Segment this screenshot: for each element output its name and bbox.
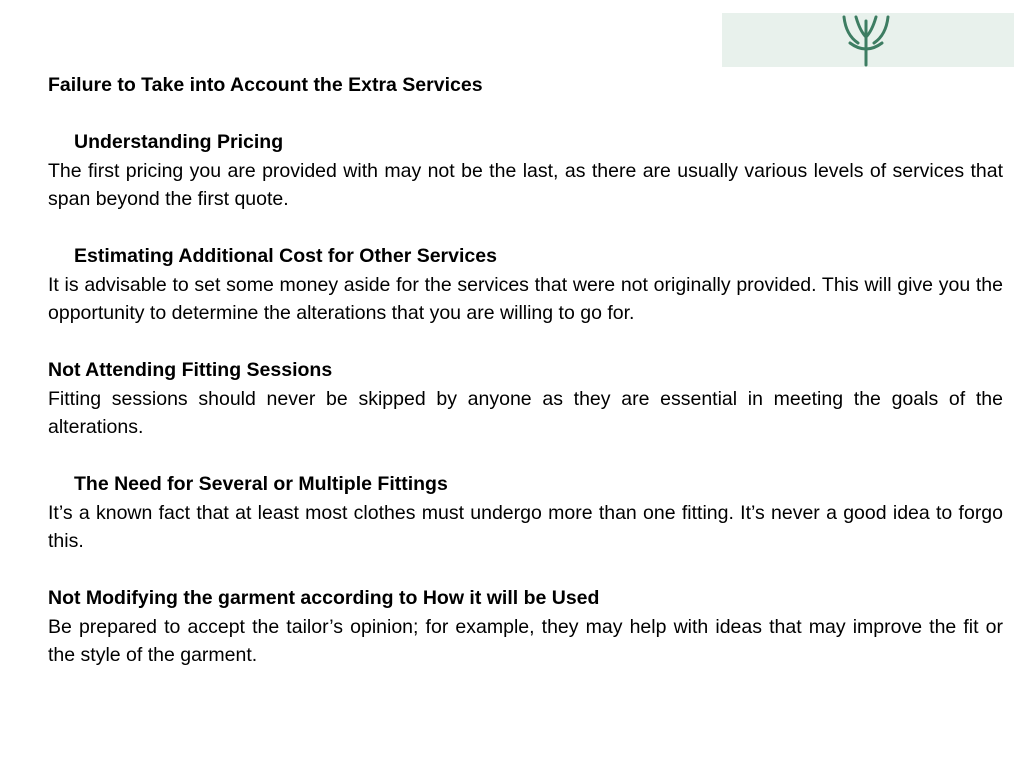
section-heading-extra-services: Failure to Take into Account the Extra Services	[48, 74, 483, 96]
section-heading-modifying-garment: Not Modifying the garment according to How it will be Used	[48, 587, 600, 609]
paragraph-multiple-fittings: It’s a known fact that at least most clothes must undergo more than one fitting. It’s never a good idea to forgo this.	[48, 501, 1003, 552]
section-heading-fitting-sessions: Not Attending Fitting Sessions	[48, 359, 333, 381]
document-body	[48, 71, 1003, 670]
subheading-multiple-fittings: The Need for Several or Multiple Fittings	[74, 473, 448, 495]
paragraph-estimating-cost: It is advisable to set some money aside for the services that were not originally provided. This will give you the opportunity to determine the alterations that you are willing to go for.	[48, 273, 1003, 324]
subheading-understanding-pricing: Understanding Pricing	[74, 131, 284, 153]
paragraph-modifying-garment: Be prepared to accept the tailor’s opinion; for example, they may help with ideas that may improve the fit or the style of the garment.	[48, 615, 1003, 666]
logo-banner	[722, 13, 1014, 67]
paragraph-understanding-pricing: The first pricing you are provided with may not be the last, as there are usually various levels of services that span beyond the first quote.	[48, 159, 1003, 210]
subheading-estimating-cost: Estimating Additional Cost for Other Services	[74, 245, 497, 267]
paragraph-fitting-sessions: Fitting sessions should never be skipped by anyone as they are essential in meeting the goals of the alterations.	[48, 387, 1003, 438]
trident-emblem-icon	[836, 13, 896, 67]
